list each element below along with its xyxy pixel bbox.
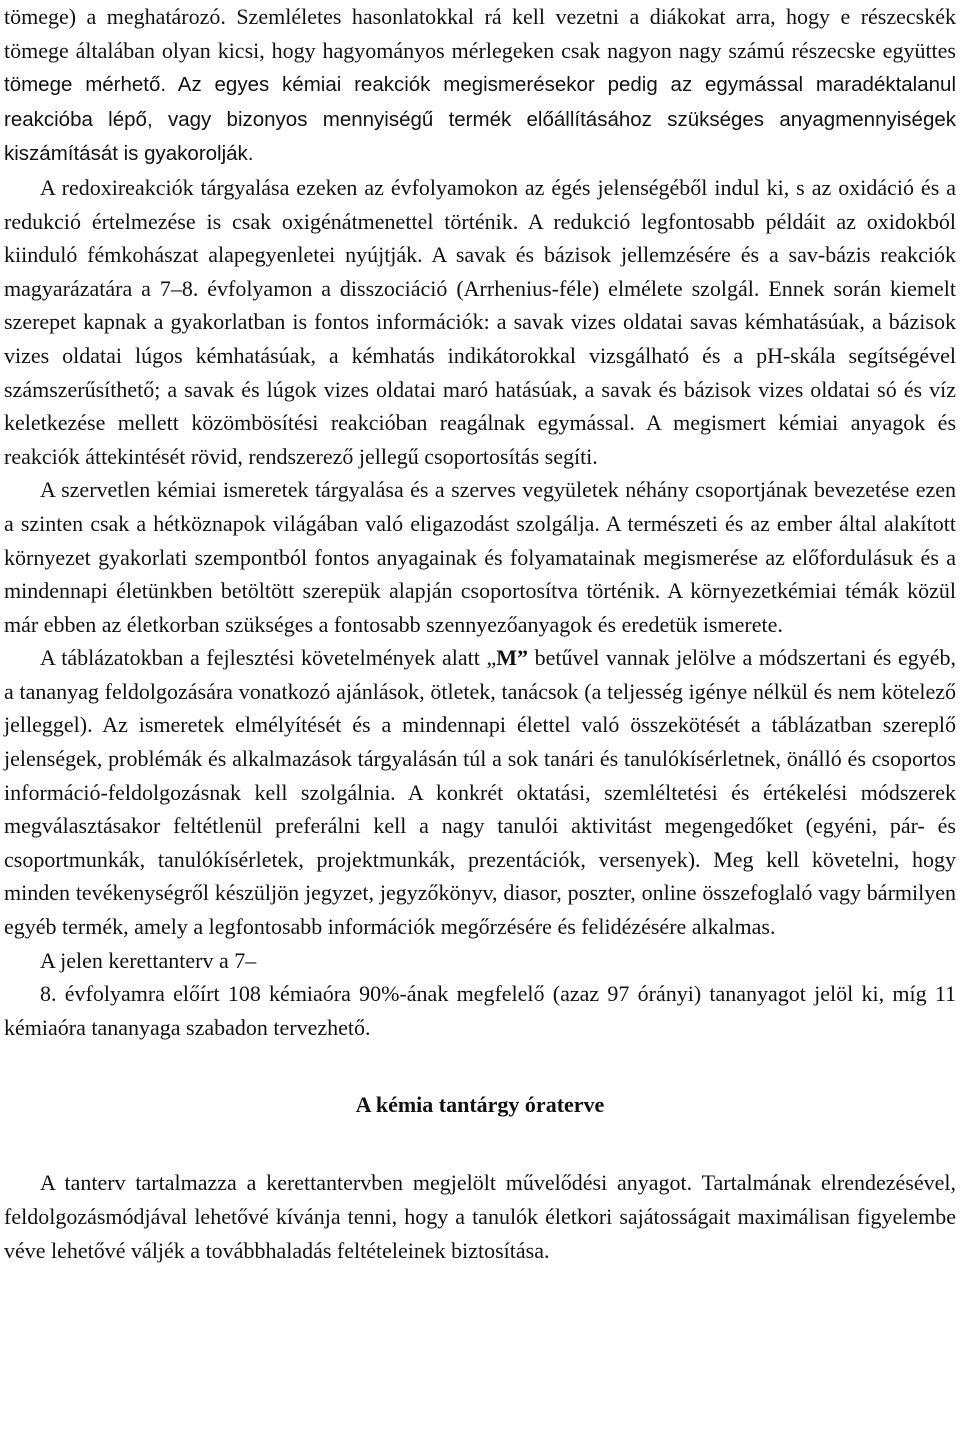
paragraph-text: A szervetlen kémiai ismeretek tárgyalása és a szerves vegyületek néhány csoportjának bevezetése ezen a szinten csak a hétköznapok világában való eligazodást szolgálja. A természeti és az ember által alakított környezet gyakorlati szempontból fontos anyagainak és folyamatainak megismerése az előfordulásuk és a mindennapi életünkben betöltött szerepük alapján csoportosítva történik. A környezetkémiai témák közül már ebben az életkorban szükséges a fontosabb szennyezőanyagok és eredetük ismerete.	[4, 477, 956, 637]
paragraph-methodology	[4, 641, 956, 943]
paragraph-curriculum	[4, 1166, 956, 1267]
close-quote: ”	[516, 645, 528, 671]
paragraph-text: A jelen kerettanterv a 7–	[40, 947, 257, 973]
paragraph-text: betűvel vannak jelölve a módszertani és egyéb, a tananyag feldolgozására vonatkozó ajánlások, ötletek, tanácsok (a teljesség igénye nélkül és nem kötelező jelleggel). Az ismeretek elmélyítését és a mindennapi élettel való összekötését a táblázatban szereplő jelenségek, problémák és alkalmazások tárgyalásán túl a sok tanári és tanulókísérletnek, önálló és csoportos információ-feldolgozásnak kell szolgálnia. A konkrét oktatási, szemléltetési és értékelési módszerek megválasztásakor feltétlenül preferálni kell a nagy tanulói aktivitást megengedőket (egyéni, pár- és csoportmunkák, tanulókísérletek, projektmunkák, prezentációk, versenyek). Meg kell követelni, hogy minden tevékenységről készüljön jegyzet, jegyzőkönyv, diasor, poszter, online összefoglaló vagy bármilyen egyéb termék, amely a legfontosabb információk megőrzésére és felidézésére alkalmas.	[4, 645, 956, 940]
paragraph-hours-line1	[4, 944, 956, 978]
paragraph-text: A tanterv tartalmazza a kerettantervben megjelölt művelődési anyagot. Tartalmának elrendezésével, feldolgozásmódjával lehetővé kívánja tenni, hogy a tanulók életkori sajátosságait maximálisan figyelembe véve lehetővé váljék a továbbhaladás feltételeinek biztosítása.	[4, 1170, 956, 1263]
paragraph-text: A redoxireakciók tárgyalása ezeken az évfolyamokon az égés jelenségéből indul ki, s az oxidáció és a redukció értelmezése is csak oxigénátmenettel történik.	[4, 174, 956, 234]
paragraph-text: A savak és bázisok jellemzésére és a sav-bázis reakciók magyarázatára a 7–8. évfolyamon a disszociáció (Arrhenius-féle) elmélete szolgál. Ennek során kiemelt szerepet kapnak a gyakorlatban is fontos információk: a savak vizes oldatai savas kémhatásúak, a bázisok vizes oldatai lúgos kémhatásúak, a kémhatás indikátorokkal vizsgálható és a pH-skála segítségével számszerűsíthető; a savak és lúgok vizes oldatai maró hatásúak, a savak és bázisok vizes oldatai só és víz keletkezése mellett közömbösítési reakcióban reagálnak egymással. A megismert kémiai anyagok és reakciók áttekintését rövid, rendszerező jellegű csoportosítás segíti.	[4, 242, 956, 469]
paragraph-redox	[4, 171, 956, 473]
paragraph-text: A redukció legfontosabb példáit az oxidokból kiinduló fémkohászat alapegyenletei nyújtják.	[4, 208, 956, 268]
paragraph-text: A táblázatokban a fejlesztési követelmények alatt	[40, 645, 487, 671]
open-quote: „	[486, 645, 497, 671]
paragraph-particle-mass	[4, 0, 956, 171]
paragraph-text-sans: tömege mérhető. Az egyes kémiai reakciók megismerésekor pedig az egymással maradéktalanul reakcióba lépő, vagy bizonyos mennyiségű termék előállításához szükséges anyagmennyiségek kiszámítását is gyakorolják.	[4, 73, 956, 166]
paragraph-text: tömege) a meghatározó. Szemléletes hasonlatokkal rá kell vezetni a diákokat arra, hogy e részecskék tömege általában olyan kicsi, hogy hagyományos mérlegeken csak nagyon nagy számú részecske együttes	[4, 4, 956, 63]
paragraph-inorganic-chemistry	[4, 473, 956, 641]
bold-letter-m: M	[496, 645, 517, 671]
paragraph-hours-line2	[4, 977, 956, 1044]
paragraph-text: 8. évfolyamra előírt 108 kémiaóra 90%-ának megfelelő (azaz 97 órányi) tananyagot jelöl ki, míg 11 kémiaóra tananyaga szabadon tervezhető.	[4, 981, 956, 1040]
section-heading: A kémia tantárgy óraterve	[355, 1092, 605, 1118]
